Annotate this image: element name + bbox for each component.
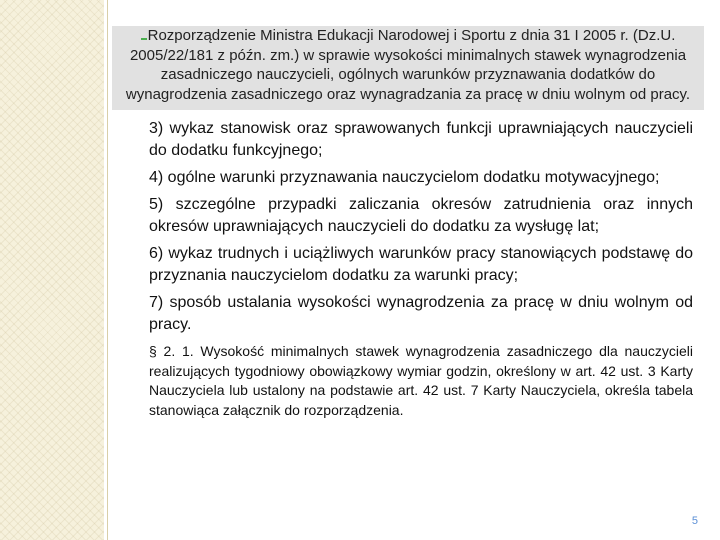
title-marker — [141, 38, 147, 40]
list-item-text: 7) sposób ustalania wysokości wynagrodzenia za pracę w dniu wolnym od pracy. — [149, 294, 693, 333]
list-item — [128, 118, 693, 162]
side-divider — [107, 0, 108, 540]
bullet-list — [128, 118, 693, 425]
list-item — [128, 292, 693, 336]
list-item — [128, 243, 693, 287]
list-item-text: 4) ogólne warunki przyznawania nauczycielom dodatku motywacyjnego; — [149, 169, 660, 186]
list-item-text: 3) wykaz stanowisk oraz sprawowanych funkcji uprawniających nauczycieli do dodatku funkcyjnego; — [149, 120, 693, 159]
slide-title-text: Rozporządzenie Ministra Edukacji Narodowej i Sportu z dnia 31 I 2005 r. (Dz.U. 2005/22/181 z późn. zm.) w sprawie wysokości minimalnych stawek wynagrodzenia zasadniczego nauczycieli, ogólnych warunków przyznawania dodatków do wynagrodzenia zasadniczego oraz wynagradzania za pracę w dniu wolnym od pracy. — [125, 27, 691, 103]
decorative-side-band — [0, 0, 104, 540]
page-number: 5 — [691, 515, 698, 527]
slide-title — [112, 26, 704, 104]
list-item-text: 6) wykaz trudnych i uciążliwych warunków pracy stanowiących podstawę do przyznania nauczycielom dodatku za warunki pracy; — [149, 245, 693, 284]
list-item — [128, 194, 693, 238]
list-item-text: § 2. 1. Wysokość minimalnych stawek wynagrodzenia zasadniczego dla nauczycieli realizujących tygodniowy obowiązkowy wymiar godzin, określony w art. 42 ust. 3 Karty Nauczyciela lub ustalony na podstawie art. 42 ust. 7 Karty Nauczyciela, określa tabela stanowiąca załącznik do rozporządzenia. — [149, 343, 693, 418]
list-item — [128, 167, 693, 189]
list-item-text: 5) szczególne przypadki zaliczania okresów zatrudnienia oraz innych okresów uprawniających nauczycieli do dodatku za wysługę lat; — [149, 196, 693, 235]
list-item — [128, 342, 693, 420]
